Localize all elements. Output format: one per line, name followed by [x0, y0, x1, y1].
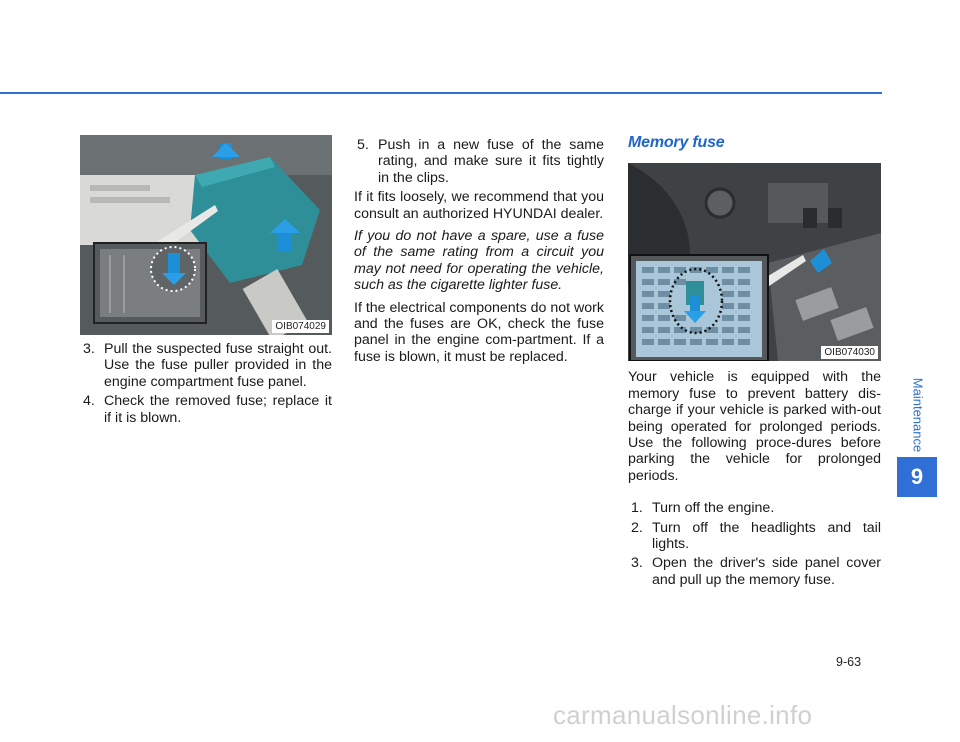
column-right	[628, 135, 881, 591]
figure-code: OIB074030	[821, 346, 878, 359]
engine-fuse-panel-illustration	[80, 135, 332, 335]
paragraph-memory-fuse-intro: Your vehicle is equipped with the memory fuse to prevent battery dis-charge if your vehicle is parked with-out being operated for prolonged periods. Use the following proce-dures before parking the vehicle for prolonged periods.	[628, 369, 881, 484]
step-text: Turn off the headlights and tail lights.	[652, 519, 881, 553]
section-side-label	[906, 370, 930, 460]
step-text: Pull the suspected fuse straight out. Use the fuse puller provided in the engine compartment fuse panel.	[104, 341, 332, 390]
page-number: 9-63	[836, 655, 862, 669]
list-item	[628, 500, 881, 516]
section-label-text: Maintenance	[910, 377, 926, 453]
step-number: 1.	[631, 500, 643, 517]
figure-code: OIB074029	[272, 320, 329, 333]
step-number: 4.	[83, 393, 95, 410]
step-text: Turn off the engine.	[652, 500, 775, 517]
step-number: 2.	[631, 519, 643, 536]
paragraph-loose-fuse: If it fits loosely, we recommend that you consult an authorized HYUNDAI dealer.	[354, 189, 604, 222]
step-number: 3.	[631, 555, 643, 572]
memory-fuse-illustration	[628, 163, 881, 361]
paragraph-check-panel: If the electrical components do not work and the fuses are OK, check the fuse panel in the engine com-partment. If a fuse is blown, it must be replaced.	[354, 299, 604, 365]
list-item	[80, 393, 332, 426]
step-text: Open the driver's side panel cover and pull up the memory fuse.	[652, 555, 881, 588]
step-text: Check the removed fuse; replace it if it is blown.	[104, 393, 332, 426]
section-title: Memory fuse	[628, 134, 725, 151]
column-left	[80, 135, 332, 429]
step-number: 3.	[83, 341, 95, 357]
engine-fuse-panel-figure	[80, 135, 332, 335]
chapter-tab: 9	[897, 457, 937, 497]
list-item	[80, 341, 332, 390]
column-middle	[354, 137, 604, 371]
step-text: Push in a new fuse of the same rating, and make sure it fits tightly in the clips.	[378, 137, 604, 186]
list-item	[628, 520, 881, 553]
note-spare-fuse: If you do not have a spare, use a fuse of the same rating from a circuit you may not need for operating the vehicle, such as the cigarette lighter fuse.	[354, 228, 604, 294]
watermark: carmanualsonline.info	[553, 700, 813, 730]
step-number: 5.	[357, 137, 369, 153]
list-item	[354, 137, 604, 186]
header-rule	[0, 92, 882, 94]
memory-fuse-figure	[628, 163, 881, 361]
list-item	[628, 555, 881, 588]
